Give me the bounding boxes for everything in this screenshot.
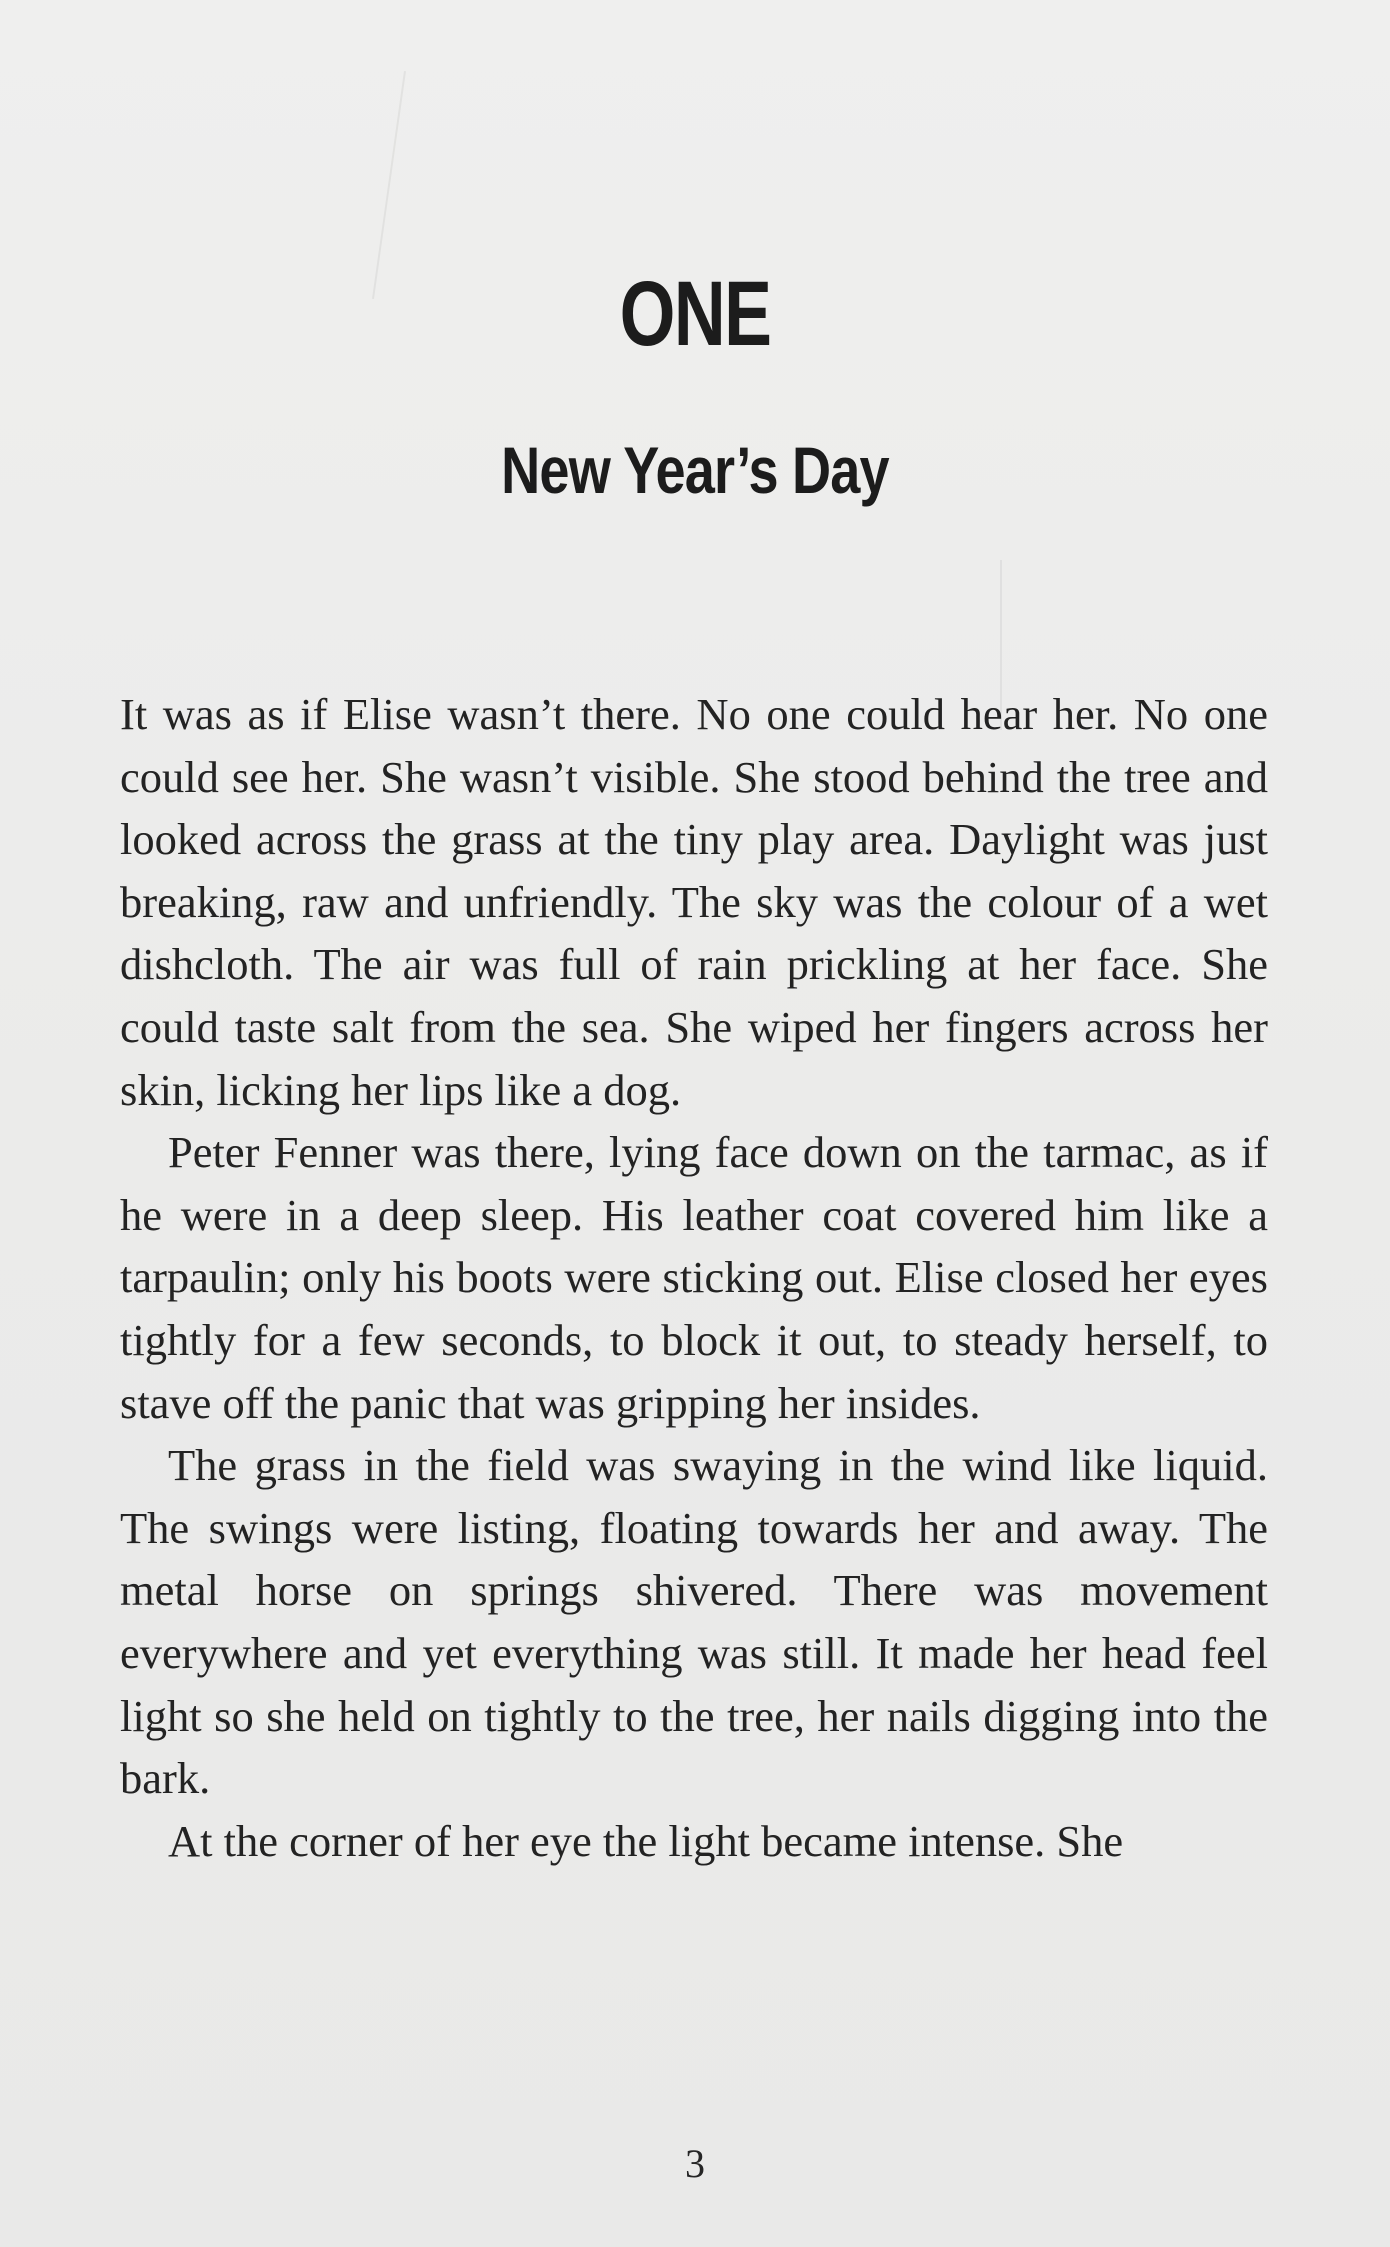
paragraph: It was as if Elise wasn’t there. No one could hear her. No one could see her. She wasn’t visible. She stood behind the tree and looked across the grass at the tiny play area. Daylight was just breaking, raw and unfriendly. The sky was the colour of a wet dishcloth. The air was full of rain prickling at her face. She could taste salt from the sea. She wiped her fingers across her skin, licking her lips like a dog. [120, 689, 1268, 1115]
paragraph: The grass in the field was swaying in the wind like liquid. The swings were listing, floating towards her and away. The metal horse on springs shivered. There was movement everywhere and yet everything was still. It made her head feel light so she held on tightly to the tree, her nails digging into the bark. [120, 1440, 1268, 1804]
page-number: 3 [685, 2141, 705, 2186]
paragraph: At the corner of her eye the light became intense. She [168, 1815, 1124, 1866]
paragraph: Peter Fenner was there, lying face down on the tarmac, as if he were in a deep sleep. His leather coat covered him like a tarpaulin; only his boots were sticking out. Elise closed her eyes tightly for a few seconds, to block it out, to steady herself, to stave off the panic that was gripping her insides. [120, 1127, 1268, 1428]
chapter-number: ONE [619, 263, 771, 365]
chapter-title: New Year’s Day [501, 433, 889, 507]
body-text [120, 683, 1268, 1872]
